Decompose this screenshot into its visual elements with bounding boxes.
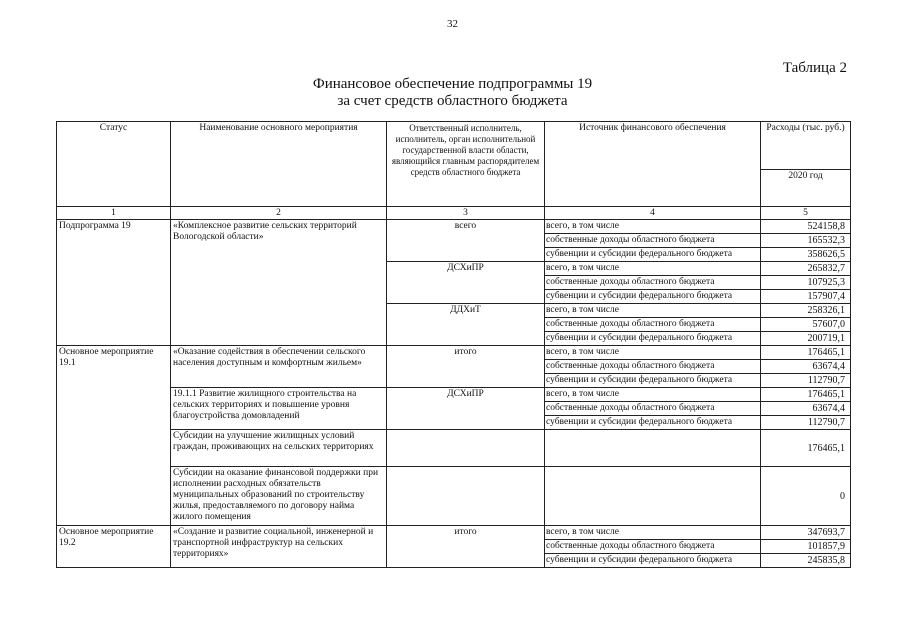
value-cell: 0 — [761, 467, 851, 526]
source-cell: всего, в том числе — [545, 526, 761, 540]
source-cell: собственные доходы областного бюджета — [545, 360, 761, 374]
source-cell: всего, в том числе — [545, 262, 761, 276]
col-number-3: 3 — [387, 207, 545, 220]
executor-cell-empty — [387, 467, 545, 526]
source-cell: всего, в том числе — [545, 304, 761, 318]
executor-cell-empty — [387, 430, 545, 467]
name-cell: Субсидии на улучшение жилищных условий граждан, проживающих на сельских территориях — [171, 430, 387, 467]
source-cell: собственные доходы областного бюджета — [545, 540, 761, 554]
value-cell: 524158,8 — [761, 220, 851, 234]
value-cell: 176465,1 — [761, 346, 851, 360]
executor-cell: ДСХиПР — [387, 388, 545, 430]
source-cell: субвенции и субсидии федерального бюджета — [545, 290, 761, 304]
header-year: 2020 год — [761, 169, 851, 206]
value-cell: 165532,3 — [761, 234, 851, 248]
header-name: Наименование основного мероприятия — [171, 122, 387, 207]
value-cell: 347693,7 — [761, 526, 851, 540]
name-cell: «Создание и развитие социальной, инженерной и транспортной инфраструктур на сельских территориях» — [171, 526, 387, 568]
header-status: Статус — [57, 122, 171, 207]
value-cell: 57607,0 — [761, 318, 851, 332]
table-row — [57, 388, 851, 402]
header-row — [57, 122, 851, 170]
value-cell: 101857,9 — [761, 540, 851, 554]
name-cell: Субсидии на оказание финансовой поддержки при исполнении расходных обязательств муниципальных образований по строительству жилья, предоставляемого по договору найма жилого помещения — [171, 467, 387, 526]
source-cell-empty — [545, 430, 761, 467]
table-row — [57, 526, 851, 540]
table-row — [57, 346, 851, 360]
value-cell: 176465,1 — [761, 388, 851, 402]
value-cell: 112790,7 — [761, 416, 851, 430]
table-label: Таблица 2 — [782, 60, 847, 76]
value-cell: 63674,4 — [761, 360, 851, 374]
column-number-row — [57, 207, 851, 220]
executor-cell: итого — [387, 526, 545, 568]
status-cell: Основное мероприятие 19.1 — [57, 346, 171, 526]
value-cell: 112790,7 — [761, 374, 851, 388]
col-number-1: 1 — [57, 207, 171, 220]
header-expenses: Расходы (тыс. руб.) — [761, 122, 851, 170]
col-number-2: 2 — [171, 207, 387, 220]
value-cell: 63674,4 — [761, 402, 851, 416]
source-cell: всего, в том числе — [545, 388, 761, 402]
executor-cell: ДДХиТ — [387, 304, 545, 346]
table-row — [57, 220, 851, 234]
source-cell-empty — [545, 467, 761, 526]
source-cell: субвенции и субсидии федерального бюджета — [545, 416, 761, 430]
source-cell: субвенции и субсидии федерального бюджета — [545, 554, 761, 568]
source-cell: субвенции и субсидии федерального бюджета — [545, 332, 761, 346]
source-cell: субвенции и субсидии федерального бюджета — [545, 248, 761, 262]
source-cell: собственные доходы областного бюджета — [545, 318, 761, 332]
value-cell: 107925,3 — [761, 276, 851, 290]
value-cell: 245835,8 — [761, 554, 851, 568]
name-cell: 19.1.1 Развитие жилищного строительства на сельских территориях и повышение уровня благоустройства домовладений — [171, 388, 387, 430]
document-title — [0, 76, 905, 110]
col-number-4: 4 — [545, 207, 761, 220]
title-line-2: за счет средств областного бюджета — [337, 93, 568, 109]
source-cell: всего, в том числе — [545, 346, 761, 360]
header-source: Источник финансового обеспечения — [545, 122, 761, 207]
source-cell: собственные доходы областного бюджета — [545, 402, 761, 416]
source-cell: собственные доходы областного бюджета — [545, 234, 761, 248]
value-cell: 358626,5 — [761, 248, 851, 262]
value-cell: 157907,4 — [761, 290, 851, 304]
status-cell: Подпрограмма 19 — [57, 220, 171, 346]
executor-cell: ДСХиПР — [387, 262, 545, 304]
name-cell: «Оказание содействия в обеспечении сельского населения доступным и комфортным жильем» — [171, 346, 387, 388]
header-executor: Ответственный исполнитель, исполнитель, орган исполнительной государственной власти области, являющийся главным распорядителем средств областного бюджета — [387, 122, 545, 207]
value-cell: 200719,1 — [761, 332, 851, 346]
table-row — [57, 430, 851, 467]
col-number-5: 5 — [761, 207, 851, 220]
table-row — [57, 467, 851, 526]
value-cell: 265832,7 — [761, 262, 851, 276]
value-cell: 176465,1 — [761, 430, 851, 467]
status-cell: Основное мероприятие 19.2 — [57, 526, 171, 568]
executor-cell: итого — [387, 346, 545, 388]
page-number: 32 — [447, 18, 458, 30]
executor-cell: всего — [387, 220, 545, 262]
source-cell: всего, в том числе — [545, 220, 761, 234]
value-cell: 258326,1 — [761, 304, 851, 318]
financing-table — [56, 121, 851, 568]
source-cell: собственные доходы областного бюджета — [545, 276, 761, 290]
source-cell: субвенции и субсидии федерального бюджета — [545, 374, 761, 388]
name-cell: «Комплексное развитие сельских территорий Вологодской области» — [171, 220, 387, 346]
title-line-1: Финансовое обеспечение подпрограммы 19 — [312, 76, 593, 92]
